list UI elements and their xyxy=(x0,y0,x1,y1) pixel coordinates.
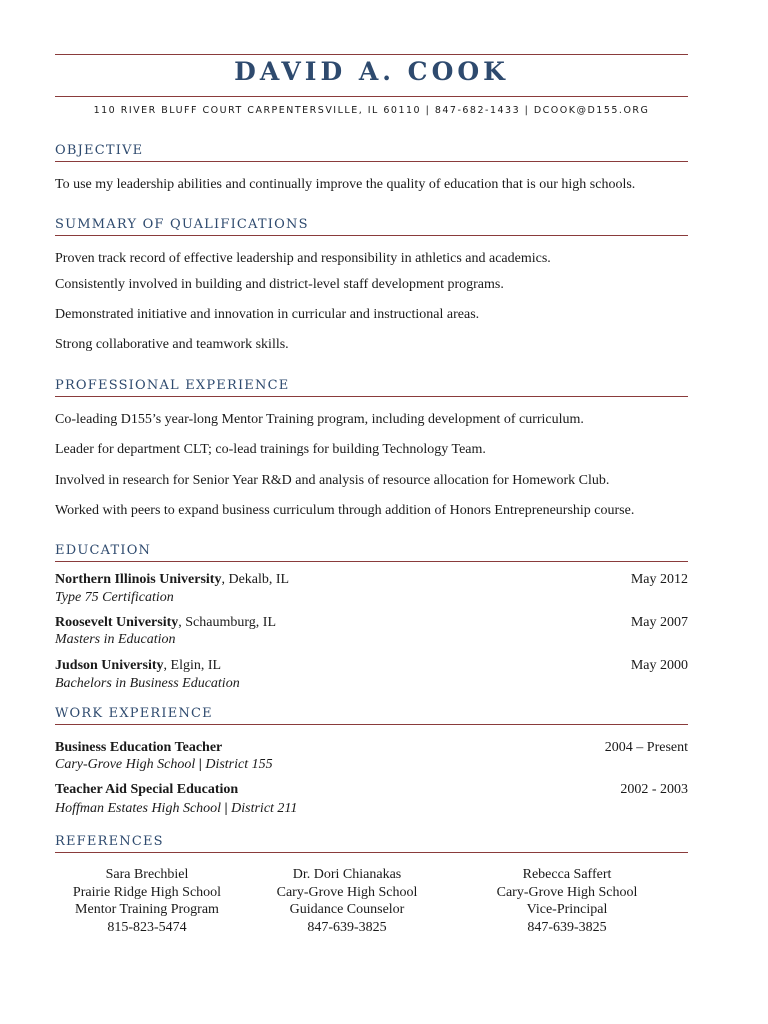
objective-heading: OBJECTIVE xyxy=(55,143,688,162)
reference-org: Prairie Ridge High School xyxy=(72,884,222,900)
education-detail: Bachelors in Business Education xyxy=(55,676,240,691)
objective-section xyxy=(55,143,688,162)
school-location: , Elgin, IL xyxy=(163,658,222,673)
work-section xyxy=(55,706,688,725)
employer-school: Hoffman Estates High School xyxy=(55,801,222,816)
reference-card xyxy=(467,866,667,936)
education-date: May 2012 xyxy=(630,572,688,587)
school-name: Judson University xyxy=(55,658,164,673)
professional-heading: PROFESSIONAL EXPERIENCE xyxy=(55,378,688,397)
candidate-name: DAVID A. COOK xyxy=(234,57,509,86)
top-rule xyxy=(55,54,688,55)
qualification-item: Demonstrated initiative and innovation in curricular and instructional areas. xyxy=(55,307,480,322)
reference-role: Vice-Principal xyxy=(526,902,608,917)
reference-name: Rebecca Saffert xyxy=(522,867,612,882)
professional-item: Worked with peers to expand business curriculum through addition of Honors Entrepreneurship course. xyxy=(55,503,635,518)
reference-name: Sara Brechbiel xyxy=(105,867,189,882)
job-dates: 2004 – Present xyxy=(604,740,688,755)
reference-org: Cary-Grove High School xyxy=(496,884,638,900)
reference-phone: 815-823-5474 xyxy=(107,919,187,935)
references-heading: REFERENCES xyxy=(55,834,688,853)
references-section xyxy=(55,834,688,853)
education-detail: Type 75 Certification xyxy=(55,590,174,605)
employer-separator: | xyxy=(195,757,206,772)
qualification-item: Consistently involved in building and district-level staff development programs. xyxy=(55,277,504,292)
school-location: , Schaumburg, IL xyxy=(178,615,276,630)
education-date: May 2007 xyxy=(630,615,688,630)
employer-district: District 155 xyxy=(205,757,273,772)
job-title: Teacher Aid Special Education xyxy=(55,782,239,797)
reference-card xyxy=(47,866,247,936)
school-name: Northern Illinois University xyxy=(55,572,222,587)
professional-item: Co-leading D155’s year-long Mentor Training program, including development of curriculum. xyxy=(55,412,584,427)
name-rule xyxy=(55,96,688,97)
job-employer xyxy=(55,757,273,773)
reference-role: Mentor Training Program xyxy=(75,902,219,917)
employer-school: Cary-Grove High School xyxy=(55,757,196,772)
job-title: Business Education Teacher xyxy=(55,740,223,755)
qualification-item: Proven track record of effective leadership and responsibility in athletics and academics. xyxy=(55,251,551,266)
professional-section xyxy=(55,378,688,397)
employer-separator: | xyxy=(221,801,232,816)
school-location: , Dekalb, IL xyxy=(221,572,290,587)
job-employer xyxy=(55,801,297,817)
contact-line: 110 RIVER BLUFF COURT CARPENTERSVILLE, IL 60110 | 847-682-1433 | DCOOK@D155.ORG xyxy=(93,105,650,116)
education-date: May 2000 xyxy=(630,658,688,673)
reference-role: Guidance Counselor xyxy=(289,902,405,917)
professional-item: Involved in research for Senior Year R&D and analysis of resource allocation for Homework Club. xyxy=(55,473,610,488)
reference-card xyxy=(247,866,447,936)
qualifications-section xyxy=(55,217,688,236)
professional-item: Leader for department CLT; co-lead trainings for building Technology Team. xyxy=(55,442,486,457)
school-name: Roosevelt University xyxy=(55,615,179,630)
education-heading: EDUCATION xyxy=(55,543,688,562)
job-dates: 2002 - 2003 xyxy=(620,782,688,797)
employer-district: District 211 xyxy=(231,801,298,816)
objective-text: To use my leadership abilities and continually improve the quality of education that is our high schools. xyxy=(55,177,636,192)
reference-phone: 847-639-3825 xyxy=(307,919,387,935)
reference-org: Cary-Grove High School xyxy=(276,884,418,900)
education-detail: Masters in Education xyxy=(55,632,176,647)
education-section xyxy=(55,543,688,562)
reference-phone: 847-639-3825 xyxy=(527,919,607,935)
qualification-item: Strong collaborative and teamwork skills. xyxy=(55,337,289,352)
work-heading: WORK EXPERIENCE xyxy=(55,706,688,725)
reference-name: Dr. Dori Chianakas xyxy=(292,867,402,882)
qualifications-heading: SUMMARY OF QUALIFICATIONS xyxy=(55,217,688,236)
